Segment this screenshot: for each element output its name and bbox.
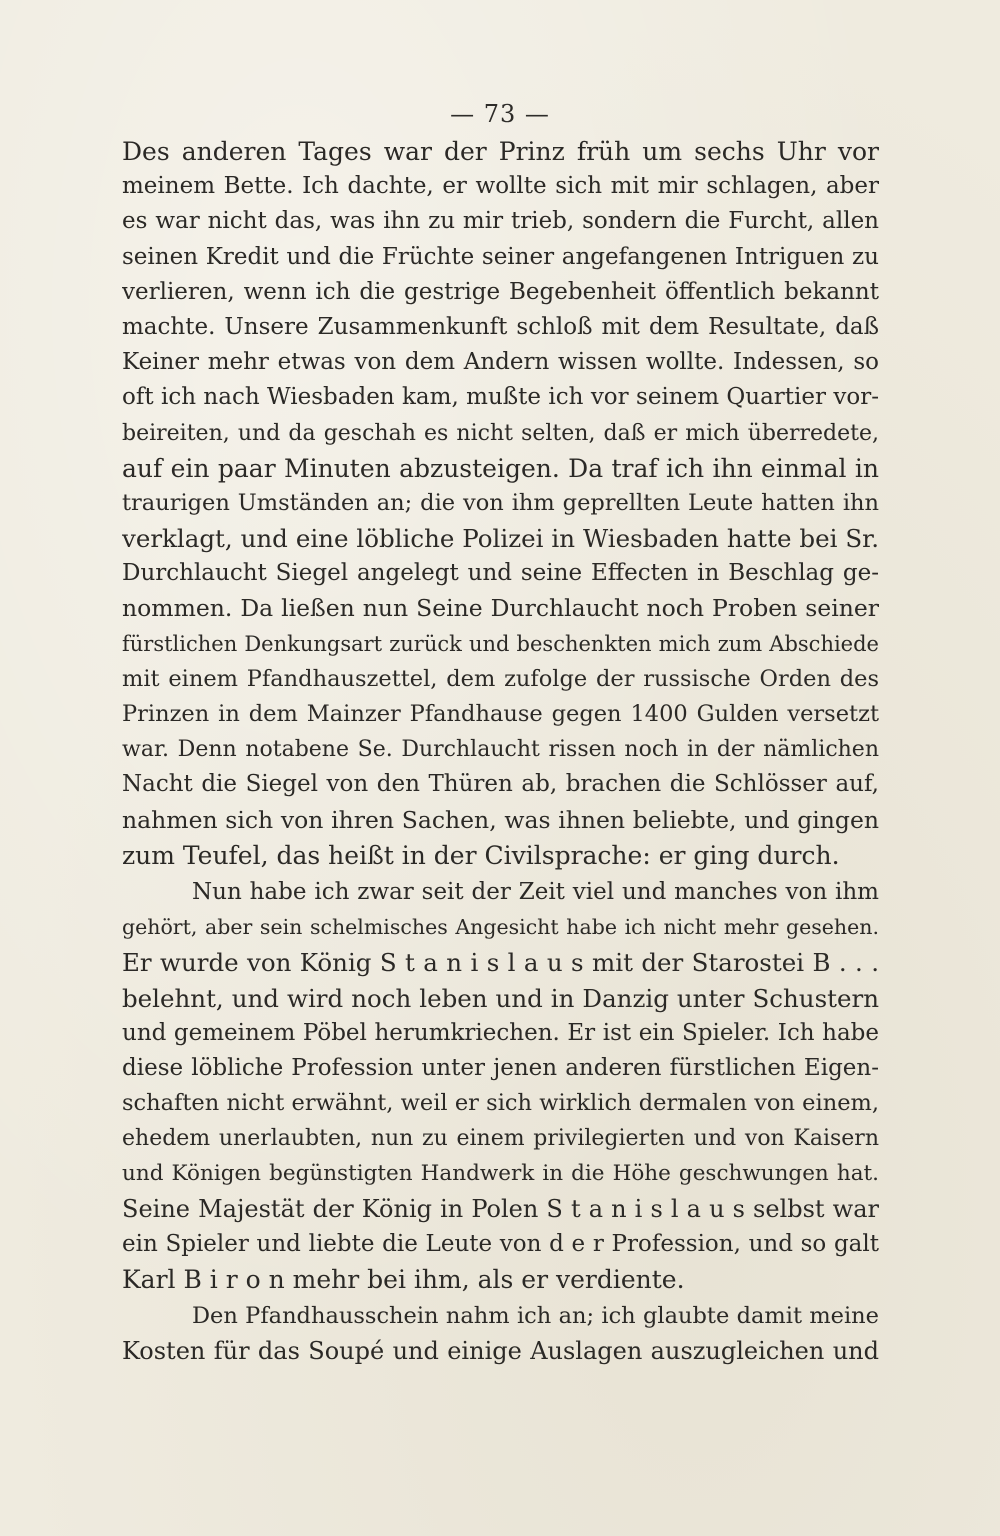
text-line: verklagt, und eine löbliche Polizei in Wiesbaden hatte bei Sr.	[122, 524, 879, 554]
text-line: und gemeinem Pöbel herumkriechen. Er ist ein Spieler. Ich habe	[122, 1019, 879, 1046]
text-line: Karl B i r o n mehr bei ihm, als er verdiente.	[122, 1265, 685, 1294]
text-line: Prinzen in dem Mainzer Pfandhause gegen 1400 Gulden versetzt	[122, 701, 879, 727]
text-line: seinen Kredit und die Früchte seiner angefangenen Intriguen zu	[122, 243, 879, 270]
text-line: nommen. Da ließen nun Seine Durchlaucht noch Proben seiner	[122, 594, 879, 623]
text-line: belehnt, und wird noch leben und in Danzig unter Schustern	[122, 983, 879, 1013]
text-line: meinem Bette. Ich dachte, er wollte sich mit mir schlagen, aber	[122, 173, 879, 200]
text-line: machte. Unsere Zusammenkunft schloß mit dem Resultate, daß	[122, 313, 879, 340]
text-line: beireiten, und da geschah es nicht selten, daß er mich überredete,	[122, 420, 879, 446]
text-line: Des anderen Tages war der Prinz früh um sechs Uhr vor	[122, 137, 879, 166]
text-line: Seine Majestät der König in Polen S t a n i s l a u s selbst war	[122, 1194, 879, 1223]
text-line: Nacht die Siegel von den Thüren ab, brachen die Schlösser auf,	[122, 771, 879, 798]
text-line: fürstlichen Denkungsart zurück und beschenkten mich zum Abschiede	[122, 631, 879, 656]
text-line: Den Pfandhausschein nahm ich an; ich glaubte damit meine	[192, 1303, 879, 1330]
text-line: und Königen begünstigten Handwerk in die Höhe geschwungen hat.	[122, 1161, 879, 1187]
text-line: Durchlaucht Siegel angelegt und seine Effecten in Beschlag ge-	[122, 560, 879, 587]
paragraph	[122, 1299, 879, 1369]
text-line: auf ein paar Minuten abzusteigen. Da traf ich ihn einmal in	[122, 453, 879, 483]
text-line: Nun habe ich zwar seit der Zeit viel und manches von ihm	[192, 878, 879, 905]
text-line: mit einem Pfandhauszettel, dem zufolge der russische Orden des	[122, 665, 879, 692]
text-line: nahmen sich von ihren Sachen, was ihnen beliebte, und gingen	[122, 805, 879, 834]
text-line: Kosten für das Soupé und einige Auslagen auszugleichen und	[122, 1337, 879, 1366]
text-line: es war nicht das, was ihn zu mir trieb, sondern die Furcht, allen	[122, 208, 879, 235]
text-line: diese löbliche Profession unter jenen anderen fürstlichen Eigen-	[122, 1054, 879, 1081]
text-line: schaften nicht erwähnt, weil er sich wirklich dermalen von einem,	[122, 1090, 879, 1117]
text-line: ein Spieler und liebte die Leute von d e r Profession, und so galt	[122, 1230, 879, 1257]
text-line: Er wurde von König S t a n i s l a u s mit der Starostei B . . .	[122, 948, 879, 978]
text-line: traurigen Umständen an; die von ihm geprellten Leute hatten ihn	[122, 489, 879, 516]
text-line: verlieren, wenn ich die gestrige Begebenheit öffentlich bekannt	[122, 278, 879, 305]
page-number: — 73 —	[450, 100, 550, 128]
text-line: gehört, aber sein schelmisches Angesicht habe ich nicht mehr gesehen.	[122, 915, 879, 940]
text-line: war. Denn notabene Se. Durchlaucht rissen noch in der nämlichen	[122, 737, 879, 763]
text-line: zum Teufel, das heißt in der Civilsprache: er ging durch.	[122, 840, 840, 870]
body-text	[122, 134, 879, 1370]
text-line: oft ich nach Wiesbaden kam, mußte ich vor seinem Quartier vor-	[122, 384, 879, 411]
text-line: ehedem unerlaubten, nun zu einem privilegierten und von Kaisern	[122, 1126, 879, 1152]
paragraph	[122, 875, 879, 1297]
text-line: Keiner mehr etwas von dem Andern wissen wollte. Indessen, so	[122, 349, 879, 376]
paragraph	[122, 134, 879, 873]
